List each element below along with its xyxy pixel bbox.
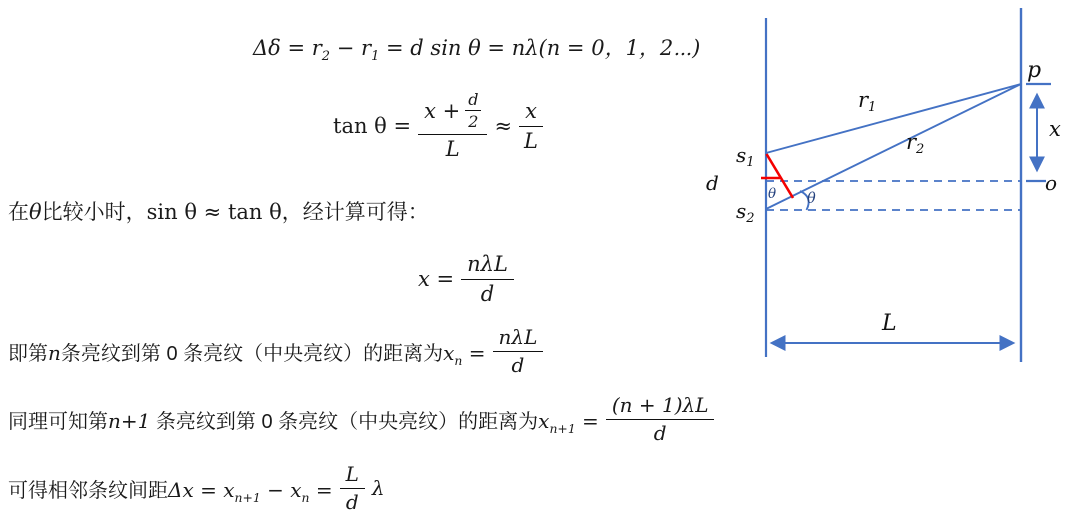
label-s1: $s_1$ <box>736 143 755 170</box>
label-o: o <box>1045 171 1058 195</box>
label-s2: $s_2$ <box>736 199 755 226</box>
label-r1: r1 <box>858 88 877 115</box>
line-nth-fringe <box>8 322 543 380</box>
equals: = <box>575 408 599 433</box>
theta-var: θ <box>29 200 42 224</box>
x-sub-n1: n+1 <box>549 420 576 436</box>
nth-fraction <box>493 326 544 377</box>
equation-tan-theta <box>333 84 543 168</box>
line-spacing-text <box>8 474 333 503</box>
eq3-lhs: x = <box>418 267 455 291</box>
sin-tan-approx: sin θ ≈ tan θ <box>146 200 282 224</box>
eq2-lhs: tan θ = <box>333 114 412 138</box>
equation-path-difference <box>253 32 701 65</box>
text-part: 条亮纹到第 0 条亮纹（中央亮纹）的距离为 <box>60 342 444 365</box>
eq2-num-x: x + <box>424 99 461 124</box>
n1th-fraction <box>606 394 715 445</box>
double-slit-diagram <box>700 0 1080 380</box>
label-x: x <box>1049 117 1061 141</box>
equals: = <box>309 477 333 502</box>
line-fringe-spacing <box>8 456 385 520</box>
text-part: 条亮纹到第 0 条亮纹（中央亮纹）的距离为 <box>150 410 539 433</box>
delta-x-var: Δx = x <box>168 477 235 502</box>
ray-r2 <box>766 84 1021 209</box>
eq1-part: Δδ = r <box>253 36 322 60</box>
line-n1th-text <box>8 405 599 434</box>
eq1-part: − r <box>330 36 372 60</box>
eq1-sub1: 1 <box>371 49 380 65</box>
n1th-frac-bot: d <box>653 420 667 445</box>
equals: = <box>462 340 486 365</box>
label-L: L <box>882 311 897 336</box>
eq2-x-over-L <box>519 99 543 152</box>
text-part: ，经计算可得： <box>281 201 429 224</box>
eq2-main-fraction <box>418 91 487 161</box>
x-var: x <box>538 408 550 433</box>
x-sub-n: n <box>454 352 463 368</box>
label-r2: r2 <box>906 130 925 157</box>
eq2-d-over-2 <box>465 91 481 132</box>
text-small-angle-approx <box>8 196 429 226</box>
n1th-frac-top: (n + 1)λL <box>606 394 715 420</box>
x-var: x <box>443 340 455 365</box>
eq3-fraction <box>461 252 514 305</box>
eq2-denominator: L <box>445 136 460 161</box>
label-d: d <box>706 171 719 195</box>
ray-r1 <box>766 84 1021 153</box>
text-part: 在 <box>8 201 29 224</box>
x-sub-n: n <box>301 489 310 505</box>
eq2-d: d <box>465 91 481 111</box>
lambda-var: λ <box>371 476 385 500</box>
eq1-sub2: 2 <box>321 49 331 65</box>
diagram-svg <box>700 0 1080 380</box>
spacing-fraction <box>340 463 365 514</box>
eq3-numerator: nλL <box>461 252 514 279</box>
eq1-part: = d sin θ = nλ(n = 0，1，2⋯) <box>379 36 701 60</box>
nth-frac-top: nλL <box>493 326 544 352</box>
line-nth-text <box>8 337 486 366</box>
text-part: 即第 <box>8 342 48 365</box>
spacing-frac-top: L <box>340 463 365 489</box>
text-part: 可得相邻条纹间距 <box>8 479 168 502</box>
minus-x-var: − x <box>260 477 302 502</box>
eq2-2: 2 <box>468 112 479 132</box>
text-part: 比较小时， <box>41 201 147 224</box>
n1-var: n+1 <box>108 408 151 433</box>
eq2-x: x <box>519 99 543 126</box>
n-var: n <box>48 340 61 365</box>
nth-frac-bot: d <box>511 352 525 377</box>
label-theta-ray: θ <box>807 191 816 207</box>
spacing-frac-bot: d <box>345 489 359 514</box>
label-p: p <box>1027 58 1042 83</box>
eq2-L: L <box>524 128 538 153</box>
line-n1th-fringe <box>8 388 714 450</box>
text-part: 同理可知第 <box>8 410 108 433</box>
x-sub-n1: n+1 <box>234 489 261 505</box>
equation-x-position <box>418 246 514 312</box>
eq2-numerator <box>418 91 487 135</box>
eq3-denominator: d <box>480 281 495 306</box>
approx-symbol: ≈ <box>494 114 513 138</box>
label-theta-inner: θ <box>768 186 777 202</box>
